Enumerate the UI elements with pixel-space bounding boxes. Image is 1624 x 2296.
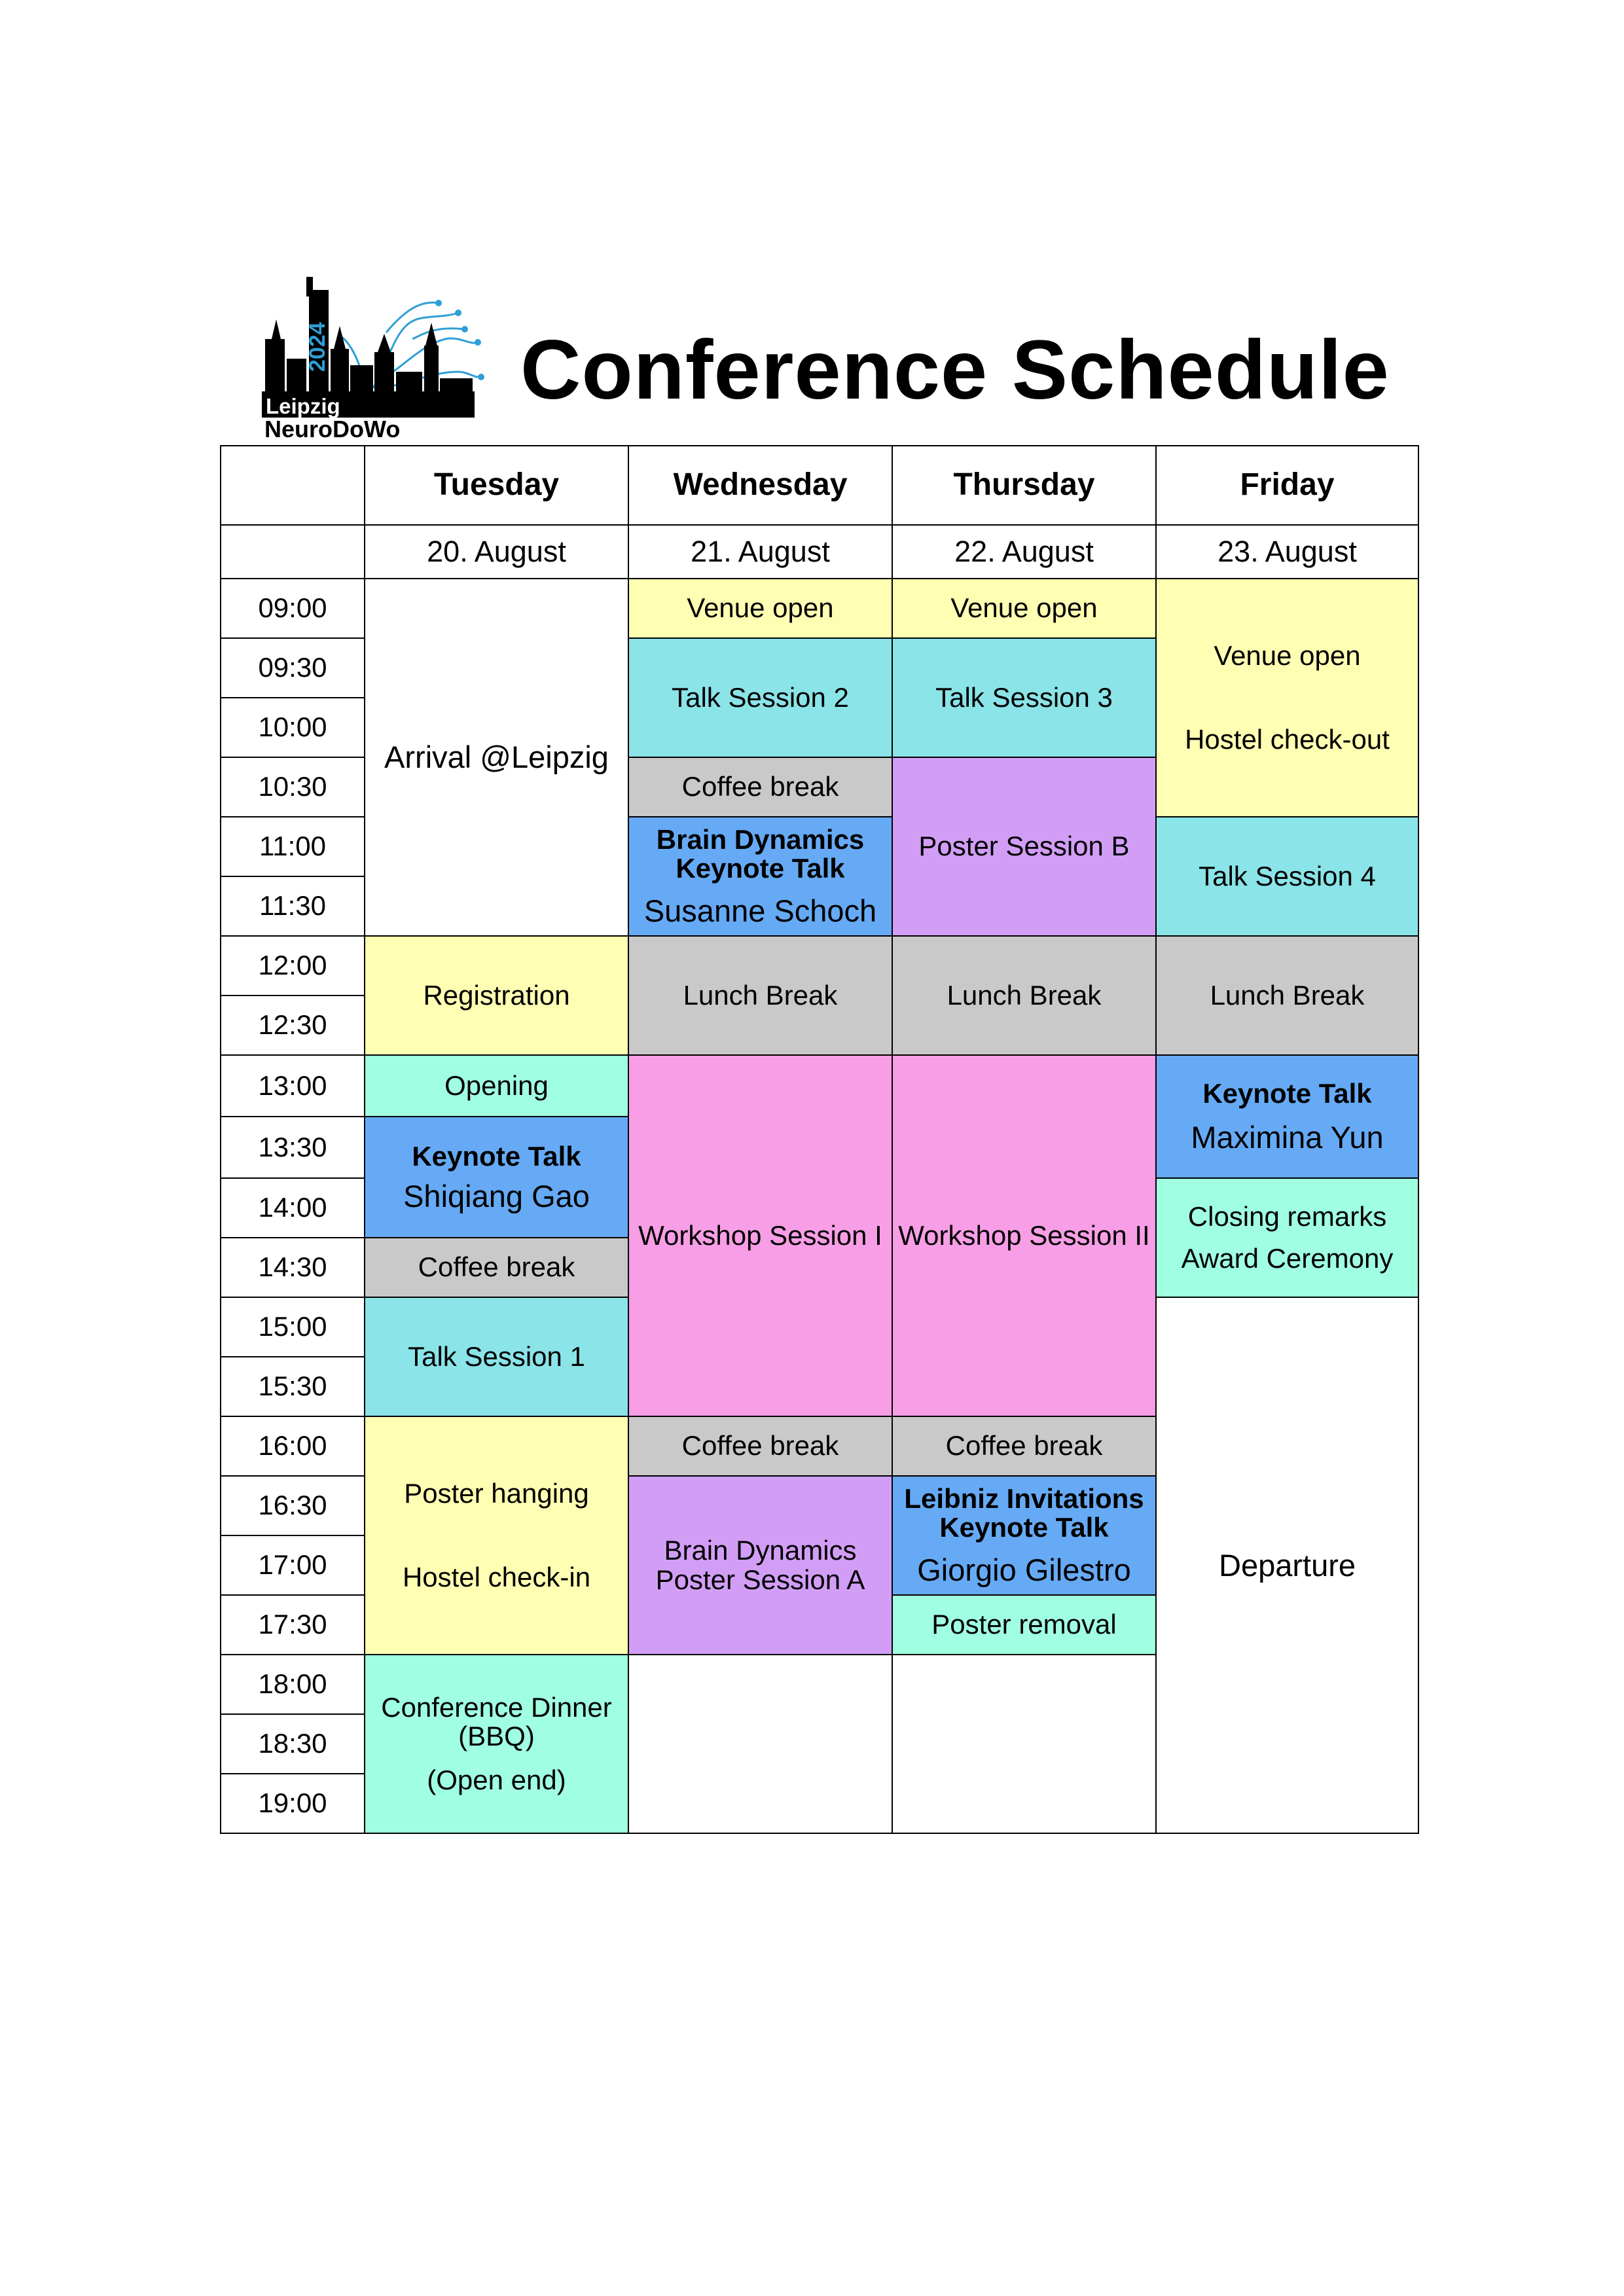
event-label: Talk Session 1 xyxy=(408,1340,585,1372)
event-coffee-break xyxy=(628,1416,893,1477)
day-header-tuesday: Tuesday xyxy=(364,445,629,526)
time-slot: 16:00 xyxy=(220,1416,365,1477)
event-label: Conference Dinner xyxy=(381,1692,612,1723)
time-slot: 10:30 xyxy=(220,757,365,817)
event-poster-removal xyxy=(892,1594,1157,1655)
time-slot: 14:30 xyxy=(220,1237,365,1298)
event-label: Venue open xyxy=(1214,639,1361,671)
event-talk-session-4 xyxy=(1155,816,1419,937)
date-thursday: 22. August xyxy=(892,524,1157,579)
event-label: Coffee break xyxy=(945,1430,1103,1462)
event-label: Poster Session B xyxy=(918,831,1130,862)
event-label: Talk Session 3 xyxy=(935,681,1113,713)
event-label: Coffee break xyxy=(681,771,839,802)
keynote-speaker: Giorgio Gilestro xyxy=(917,1552,1131,1588)
schedule-table xyxy=(220,445,1419,1834)
event-label: Poster Session A xyxy=(655,1564,865,1595)
day-header-thursday: Thursday xyxy=(892,445,1157,526)
time-slot: 12:30 xyxy=(220,995,365,1056)
event-label: Coffee break xyxy=(418,1251,575,1283)
date-tuesday: 20. August xyxy=(364,524,629,579)
event-opening xyxy=(364,1054,629,1117)
event-label: (Open end) xyxy=(427,1764,566,1795)
event-venue-open xyxy=(892,578,1157,639)
event-lunch-break xyxy=(892,935,1157,1056)
keynote-title: Leibniz Invitations xyxy=(904,1483,1144,1515)
event-venue-open-checkout xyxy=(1155,578,1419,817)
date-corner-cell xyxy=(220,524,365,579)
event-label: Closing remarks xyxy=(1187,1200,1387,1232)
page-title: Conference Schedule xyxy=(520,323,1390,417)
keynote-title: Brain Dynamics xyxy=(656,824,865,855)
event-label: Poster removal xyxy=(931,1609,1117,1640)
neurodowo-logo xyxy=(262,274,484,440)
keynote-title: Keynote Talk xyxy=(412,1140,581,1172)
event-label: Departure xyxy=(1219,1547,1356,1583)
time-slot: 14:00 xyxy=(220,1177,365,1238)
time-slot: 15:00 xyxy=(220,1297,365,1357)
date-wednesday: 21. August xyxy=(628,524,893,579)
corner-cell xyxy=(220,445,365,526)
time-slot: 10:00 xyxy=(220,697,365,758)
event-label: Hostel check-in xyxy=(402,1562,591,1592)
event-talk-session-1 xyxy=(364,1297,629,1417)
time-slot: 17:00 xyxy=(220,1535,365,1596)
event-lunch-break xyxy=(1155,935,1419,1056)
time-slot: 18:30 xyxy=(220,1713,365,1774)
day-header-wednesday: Wednesday xyxy=(628,445,893,526)
event-departure xyxy=(1155,1297,1419,1834)
event-keynote-tuesday xyxy=(364,1116,629,1238)
event-label: Award Ceremony xyxy=(1181,1243,1394,1274)
logo-year: 2024 xyxy=(305,322,330,372)
event-label: Poster hanging xyxy=(404,1477,589,1509)
empty-slot xyxy=(628,1654,893,1834)
time-slot: 09:30 xyxy=(220,637,365,698)
time-slot: 15:30 xyxy=(220,1356,365,1417)
event-keynote-thursday xyxy=(892,1475,1157,1596)
time-slot: 19:00 xyxy=(220,1773,365,1834)
logo-name: NeuroDoWo xyxy=(264,416,401,440)
event-label: (BBQ) xyxy=(458,1721,535,1752)
keynote-title: Keynote Talk xyxy=(676,853,845,884)
event-poster-session-b xyxy=(892,757,1157,937)
event-keynote-friday xyxy=(1155,1054,1419,1179)
empty-slot xyxy=(892,1654,1157,1834)
event-label: Opening xyxy=(444,1069,549,1101)
event-workshop-session-1 xyxy=(628,1054,893,1417)
event-talk-session-3 xyxy=(892,637,1157,758)
time-slot: 17:30 xyxy=(220,1594,365,1655)
keynote-speaker: Maximina Yun xyxy=(1191,1120,1384,1155)
event-label: Venue open xyxy=(950,592,1098,624)
event-keynote-wednesday xyxy=(628,816,893,937)
time-slot: 18:00 xyxy=(220,1654,365,1715)
keynote-speaker: Shiqiang Gao xyxy=(403,1178,590,1213)
event-closing-remarks xyxy=(1155,1177,1419,1298)
event-label: Talk Session 2 xyxy=(672,681,849,713)
event-label: Brain Dynamics xyxy=(664,1535,857,1566)
event-label: Hostel check-out xyxy=(1185,724,1390,755)
event-coffee-break xyxy=(628,757,893,817)
event-conference-dinner xyxy=(364,1654,629,1834)
time-slot: 09:00 xyxy=(220,578,365,639)
event-lunch-break xyxy=(628,935,893,1056)
time-slot: 16:30 xyxy=(220,1475,365,1536)
event-workshop-session-2 xyxy=(892,1054,1157,1417)
event-registration xyxy=(364,935,629,1056)
event-label: Coffee break xyxy=(681,1430,839,1462)
event-poster-session-a xyxy=(628,1475,893,1655)
logo-city: Leipzig xyxy=(266,394,340,418)
keynote-speaker: Susanne Schoch xyxy=(643,893,877,929)
event-label: Venue open xyxy=(687,592,834,624)
keynote-title: Keynote Talk xyxy=(1202,1078,1372,1109)
event-label: Workshop Session I xyxy=(638,1219,882,1251)
event-venue-open xyxy=(628,578,893,639)
time-slot: 11:30 xyxy=(220,876,365,937)
time-slot: 11:00 xyxy=(220,816,365,877)
keynote-title: Keynote Talk xyxy=(939,1512,1109,1543)
time-slot: 12:00 xyxy=(220,935,365,996)
time-slot: 13:00 xyxy=(220,1054,365,1117)
event-label: Lunch Break xyxy=(947,979,1102,1011)
event-label: Lunch Break xyxy=(1210,979,1365,1011)
event-label: Arrival @Leipzig xyxy=(384,740,609,775)
event-label: Talk Session 4 xyxy=(1199,860,1376,891)
event-label: Workshop Session II xyxy=(898,1219,1150,1251)
event-label: Registration xyxy=(423,979,570,1011)
event-label: Lunch Break xyxy=(683,979,838,1011)
event-arrival xyxy=(364,578,629,937)
date-friday: 23. August xyxy=(1155,524,1419,579)
event-talk-session-2 xyxy=(628,637,893,758)
event-poster-hanging xyxy=(364,1416,629,1655)
time-slot: 13:30 xyxy=(220,1116,365,1179)
event-coffee-break xyxy=(364,1237,629,1298)
day-header-friday: Friday xyxy=(1155,445,1419,526)
event-coffee-break xyxy=(892,1416,1157,1477)
